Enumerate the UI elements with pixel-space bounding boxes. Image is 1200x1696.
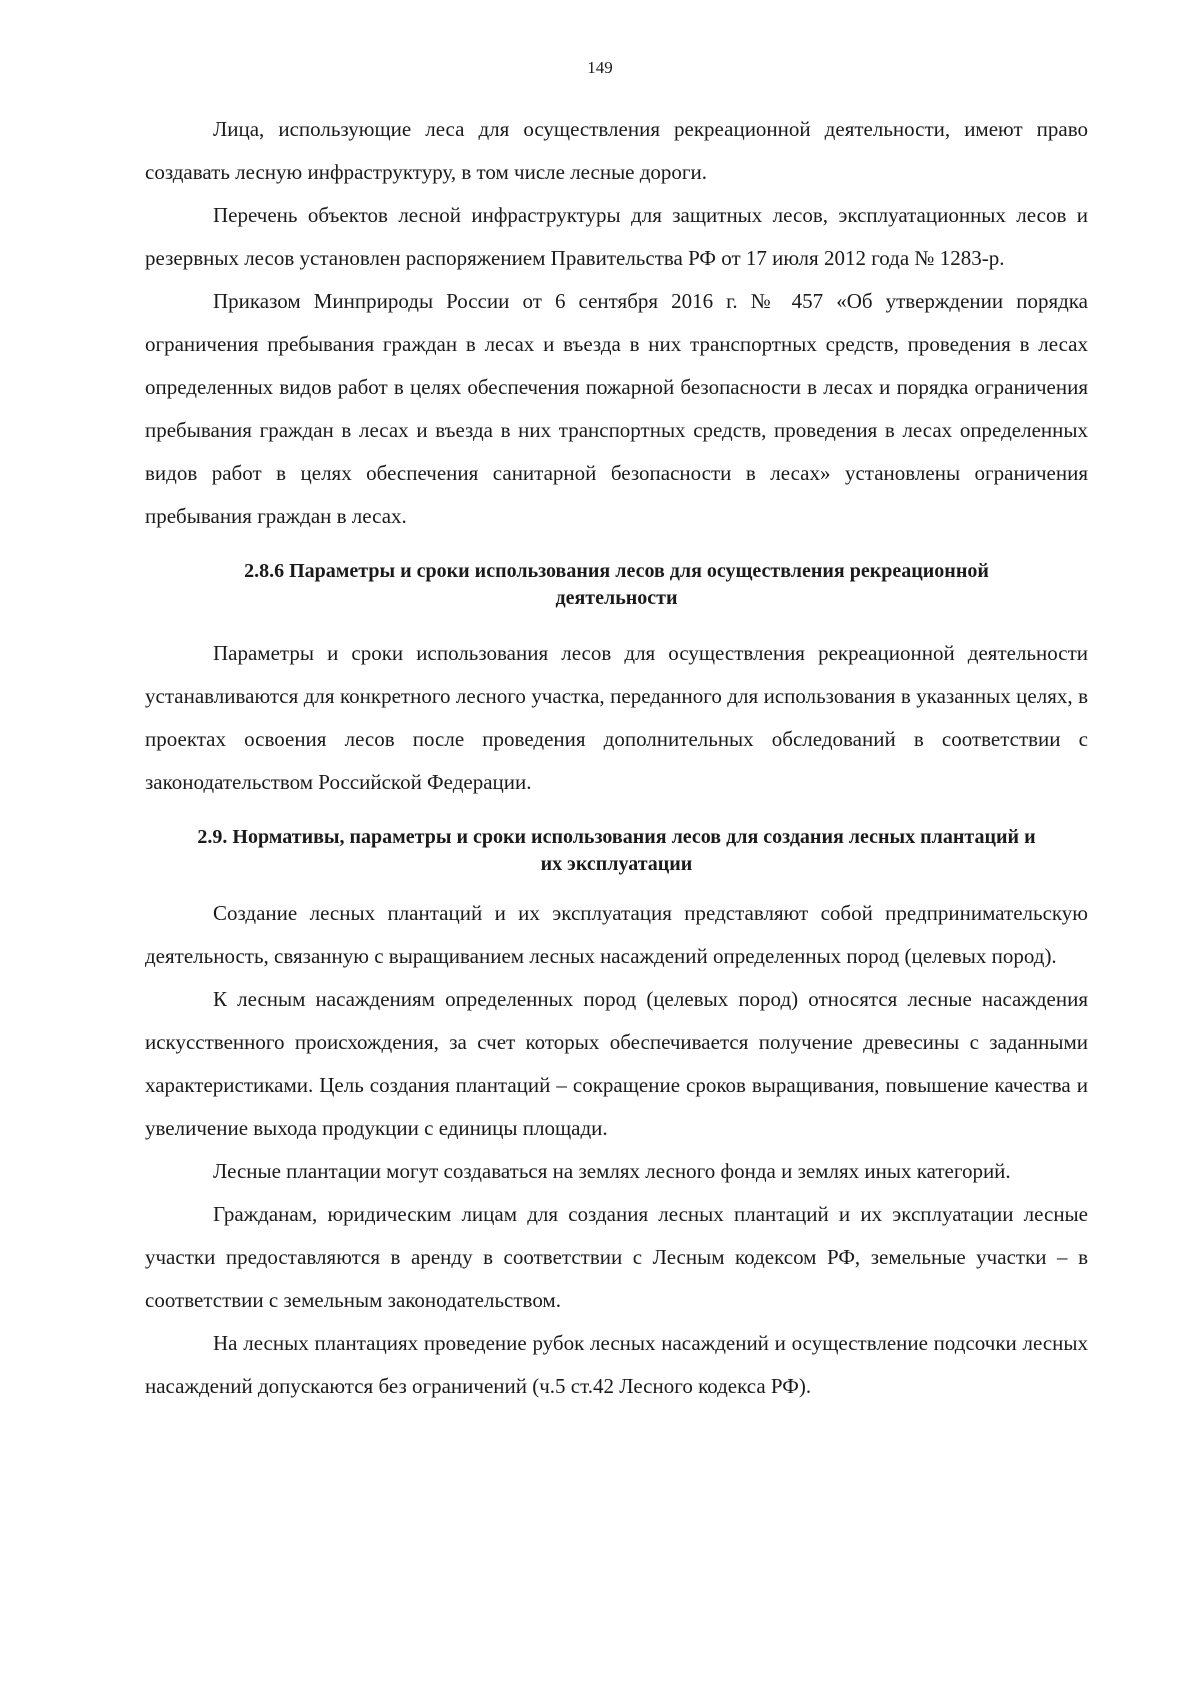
paragraph: К лесным насаждениям определенных пород (целевых пород) относятся лесные насаждения искусственного происхождения, за счет которых обеспечивается получение древесины с заданными характеристиками. Цель создания плантаций – сокращение сроков выращивания, повышение качества и увеличение выхода продукции с единицы площади. <box>145 987 1088 1140</box>
section-heading-2-9: 2.9. Нормативы, параметры и сроки использования лесов для создания лесных плантаций и их эксплуатации <box>197 826 1036 875</box>
paragraph: Гражданам, юридическим лицам для создания лесных плантаций и их эксплуатации лесные участки предоставляются в аренду в соответствии с Лесным кодексом РФ, земельные участки – в соответствии с земельным законодательством. <box>145 1202 1088 1312</box>
paragraph: Параметры и сроки использования лесов для осуществления рекреационной деятельности устанавливаются для конкретного лесного участка, переданного для использования в указанных целях, в проектах освоения лесов после проведения дополнительных обследований в соответствии с законодательством Российской Федерации. <box>145 641 1088 794</box>
paragraph: На лесных плантациях проведение рубок лесных насаждений и осуществление подсочки лесных насаждений допускаются без ограничений (ч.5 ст.42 Лесного кодекса РФ). <box>145 1331 1088 1398</box>
paragraph: Создание лесных плантаций и их эксплуатация представляют собой предпринимательскую деятельность, связанную с выращиванием лесных насаждений определенных пород (целевых пород). <box>145 901 1088 968</box>
page-body <box>145 108 1088 1408</box>
paragraph: Приказом Минприроды России от 6 сентября 2016 г. № 457 «Об утверждении порядка ограничения пребывания граждан в лесах и въезда в них транспортных средств, проведения в лесах определенных видов работ в целях обеспечения пожарной безопасности в лесах и порядка ограничения пребывания граждан в лесах и въезда в них транспортных средств, проведения в лесах определенных видов работ в целях обеспечения санитарной безопасности в лесах» установлены ограничения пребывания граждан в лесах. <box>145 289 1088 528</box>
page-number: 149 <box>587 58 613 77</box>
paragraph: Лица, использующие леса для осуществления рекреационной деятельности, имеют право создавать лесную инфраструктуру, в том числе лесные дороги. <box>145 117 1088 184</box>
paragraph: Лесные плантации могут создаваться на землях лесного фонда и землях иных категорий. <box>213 1159 1011 1183</box>
paragraph: Перечень объектов лесной инфраструктуры для защитных лесов, эксплуатационных лесов и резервных лесов установлен распоряжением Правительства РФ от 17 июля 2012 года № 1283-р. <box>145 203 1088 270</box>
section-heading-2-8-6: 2.8.6 Параметры и сроки использования лесов для осуществления рекреационной деятельности <box>244 560 989 609</box>
